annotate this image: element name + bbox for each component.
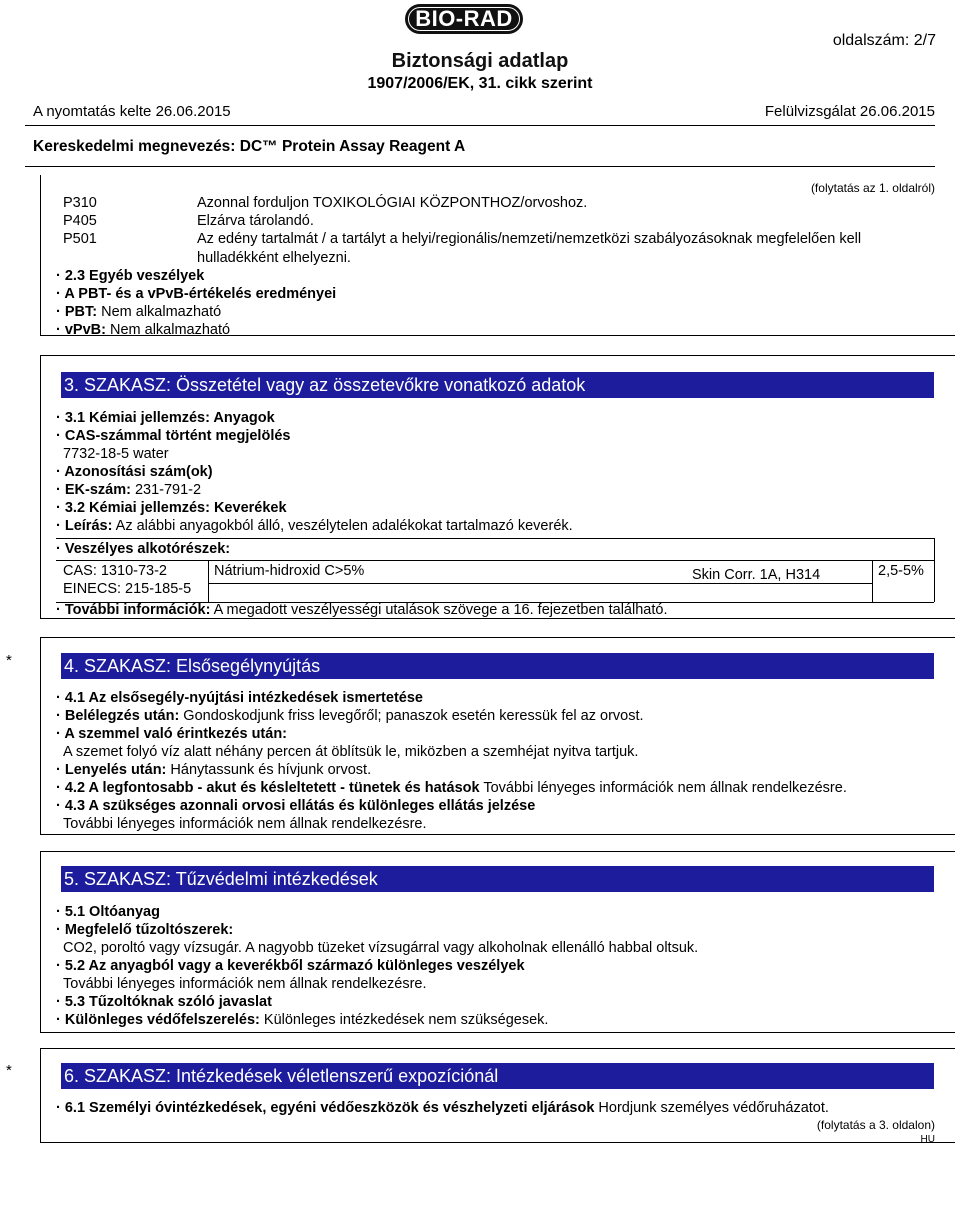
print-date: A nyomtatás kelte 26.06.2015 xyxy=(33,103,231,120)
ingestion-value: Hánytassunk és hívjunk orvost. xyxy=(166,762,372,778)
pbt-label: · PBT: xyxy=(56,304,98,320)
table-border xyxy=(56,560,934,561)
trade-name: Kereskedelmi megnevezés: DC™ Protein Assay Reagent A xyxy=(33,138,466,155)
revision-date: Felülvizsgálat 26.06.2015 xyxy=(764,103,935,120)
document-subtitle: 1907/2006/EK, 31. cikk szerint xyxy=(367,75,593,92)
table-border xyxy=(208,560,209,602)
description-value: Az alábbi anyagokból álló, veszélytelen adalékokat tartalmazó keverék. xyxy=(112,518,573,534)
inhalation-value: Gondoskodjunk friss levegőről; panaszok esetén keressük fel az orvost. xyxy=(179,708,644,724)
einecs-number: EINECS: 215-185-5 xyxy=(63,581,192,597)
symptoms-label: · 4.2 A legfontosabb - akut és késleltetett - tünetek és hatások xyxy=(56,780,480,796)
table-border xyxy=(56,538,934,539)
personal-precautions-label: · 6.1 Személyi óvintézkedések, egyéni védőeszközök és vészhelyzeti eljárások xyxy=(56,1100,595,1116)
bio-rad-logo xyxy=(405,4,523,34)
pbt-value: Nem alkalmazható xyxy=(97,304,222,320)
continued-to: (folytatás a 3. oldalon) xyxy=(816,1118,935,1132)
language-code: HU xyxy=(920,1134,935,1145)
continued-from: (folytatás az 1. oldalról) xyxy=(810,181,935,195)
hazard-components-header: · Veszélyes alkotórészek: xyxy=(56,541,231,557)
description-label: · Leírás: xyxy=(56,518,113,534)
p-code: P501 xyxy=(63,231,97,247)
inhalation-label: · Belélegzés után: xyxy=(56,708,180,724)
p-text: Elzárva tárolandó. xyxy=(197,213,314,229)
sec4-line: · 4.1 Az elsősegély-nyújtási intézkedések ismertetése xyxy=(56,690,423,706)
revision-star: * xyxy=(6,652,12,669)
table-border xyxy=(872,560,873,602)
cas-number: CAS: 1310-73-2 xyxy=(63,563,167,579)
sec4-line: A szemet folyó víz alatt néhány percen át öblítsük le, miközben a szemhéjat nyitva tartjuk. xyxy=(63,744,639,760)
sec4-line: · A szemmel való érintkezés után: xyxy=(56,726,288,742)
sec3-line: · Azonosítási szám(ok) xyxy=(56,464,213,480)
section-6-title-bar xyxy=(61,1063,934,1089)
header-divider xyxy=(25,125,935,126)
ingestion-label: · Lenyelés után: xyxy=(56,762,167,778)
document-title: Biztonsági adatlap xyxy=(391,50,569,72)
personal-precautions-value: Hordjunk személyes védőruházatot. xyxy=(594,1100,829,1116)
ek-value: 231-791-2 xyxy=(130,482,202,498)
sec5-line: · Megfelelő tűzoltószerek: xyxy=(56,922,234,938)
protective-equipment-value: Különleges intézkedések nem szükségesek. xyxy=(259,1012,549,1028)
p-text-cont: hulladékként elhelyezni. xyxy=(197,250,351,266)
p-code: P405 xyxy=(63,213,97,229)
percentage: 2,5-5% xyxy=(878,563,924,579)
sec5-line: · 5.2 Az anyagból vagy a keverékből származó különleges veszélyek xyxy=(56,958,525,974)
sec2-pbt-heading: · A PBT- és a vPvB-értékelés eredményei xyxy=(56,286,337,302)
p-text: Az edény tartalmát / a tartályt a helyi/regionális/nemzeti/nemzetközi szabályozásoknak megfelelően kell xyxy=(197,231,862,247)
ek-label: · EK-szám: xyxy=(56,482,131,498)
section-3-title: 3. SZAKASZ: Összetétel vagy az összetevőkre vonatkozó adatok xyxy=(64,375,586,395)
section-5-title-bar xyxy=(61,866,934,892)
vpvb-label: · vPvB: xyxy=(56,322,106,338)
section-4-title-bar xyxy=(61,653,934,679)
further-info-value: A megadott veszélyességi utalások szövege a 16. fejezetben található. xyxy=(210,602,668,618)
protective-equipment-label: · Különleges védőfelszerelés: xyxy=(56,1012,260,1028)
sec3-line: · 3.1 Kémiai jellemzés: Anyagok xyxy=(56,410,275,426)
sec5-line: · 5.1 Oltóanyag xyxy=(56,904,160,920)
sec3-line: 7732-18-5 water xyxy=(63,446,169,462)
vpvb-value: Nem alkalmazható xyxy=(105,322,231,338)
sec3-line: · CAS-számmal történt megjelölés xyxy=(56,428,291,444)
sec4-line: További lényeges információk nem állnak rendelkezésre. xyxy=(63,816,427,832)
sec5-line: További lényeges információk nem állnak rendelkezésre. xyxy=(63,976,427,992)
sec5-line: · 5.3 Tűzoltóknak szóló javaslat xyxy=(56,994,272,1010)
section-3-title-bar xyxy=(61,372,934,398)
header-divider-2 xyxy=(25,166,935,167)
sec5-line: CO2, poroltó vagy vízsugár. A nagyobb tüzeket vízsugárral vagy alkoholnak ellenálló habbal oltsuk. xyxy=(63,940,699,956)
logo-text: BIO-RAD xyxy=(415,6,513,31)
revision-star: * xyxy=(6,1062,12,1079)
section-5-title: 5. SZAKASZ: Tűzvédelmi intézkedések xyxy=(64,869,378,889)
sec3-line: · 3.2 Kémiai jellemzés: Keverékek xyxy=(56,500,287,516)
classification: Skin Corr. 1A, H314 xyxy=(692,567,821,583)
section-4-title: 4. SZAKASZ: Elsősegélynyújtás xyxy=(64,656,321,676)
sec2-other-hazards: · 2.3 Egyéb veszélyek xyxy=(56,268,205,284)
substance-name: Nátrium-hidroxid C>5% xyxy=(214,563,365,579)
p-text: Azonnal forduljon TOXIKOLÓGIAI KÖZPONTHOZ/orvoshoz. xyxy=(197,195,588,211)
symptoms-value: További lényeges információk nem állnak rendelkezésre. xyxy=(479,780,847,796)
further-info-label: · További információk: xyxy=(56,602,211,618)
section-6-title: 6. SZAKASZ: Intézkedések véletlenszerű expozíciónál xyxy=(64,1066,499,1086)
table-border xyxy=(208,583,872,584)
sec4-line: · 4.3 A szükséges azonnali orvosi ellátás és különleges ellátás jelzése xyxy=(56,798,536,814)
p-code: P310 xyxy=(63,195,97,211)
table-border xyxy=(934,538,935,602)
page-number: oldalszám: 2/7 xyxy=(832,32,936,49)
